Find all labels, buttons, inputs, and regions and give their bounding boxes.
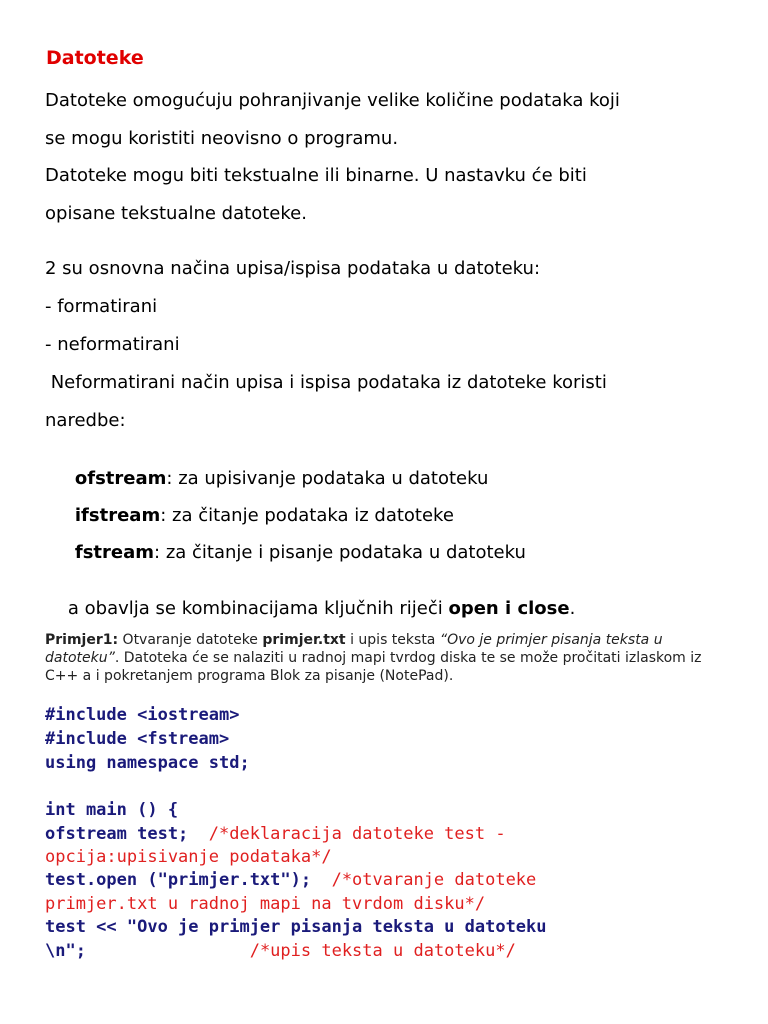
example-text-3: . Datoteka će se nalaziti u radnoj mapi tvrdog diska te se može pročitati izlaskom iz C++ a i pokretanjem programa Blok za pisanje (NotePad).	[45, 650, 702, 684]
stream-name: ofstream	[74, 468, 167, 489]
code-line	[45, 847, 332, 867]
stream-fstream	[52, 521, 526, 584]
code-comment: opcija:upisivanje podataka*/	[45, 847, 332, 867]
intro-line-3: Datoteke mogu biti tekstualne ili binarne. U nastavku će biti	[45, 165, 587, 186]
page-title: Datoteke	[46, 47, 144, 69]
example-quote: “Ovo je primjer pisanja teksta u datoteku”	[45, 632, 663, 666]
code-comment: /*deklaracija datoteke test -	[188, 824, 506, 844]
method-item-formatted: - formatirani	[45, 296, 158, 317]
stream-name: ifstream	[74, 505, 161, 526]
example-text-1: Otvaranje datoteke	[118, 632, 263, 648]
summary-end: .	[569, 598, 576, 619]
method-item-unformatted: - neformatirani	[45, 334, 180, 355]
example-label: Primjer1:	[45, 632, 119, 648]
code-comment: /*upis teksta u datoteku*/	[85, 941, 516, 961]
code-line	[45, 917, 547, 937]
summary-keywords: open i close	[448, 598, 570, 619]
intro-line-1: Datoteke omogućuju pohranjivanje velike količine podataka koji	[45, 90, 620, 111]
code-line	[45, 800, 178, 820]
example-text-2: i upis teksta	[345, 632, 440, 648]
methods-heading: 2 su osnovna načina upisa/ispisa podataka u datoteku:	[45, 258, 541, 279]
stream-desc: : za čitanje podataka iz datoteke	[160, 505, 454, 526]
intro-line-4: opisane tekstualne datoteke.	[45, 203, 307, 224]
code-text: int main () {	[45, 800, 179, 820]
code-text: using namespace std;	[45, 753, 250, 773]
code-line	[45, 941, 516, 961]
code-text: ofstream test;	[45, 824, 189, 844]
code-text: #include <fstream>	[45, 729, 230, 749]
code-comment: primjer.txt u radnoj mapi na tvrdom disku*/	[45, 894, 486, 914]
code-text: test << "Ovo je primjer pisanja teksta u datoteku	[45, 917, 547, 937]
intro-line-2: se mogu koristiti neovisno o programu.	[45, 128, 399, 149]
code-line	[45, 753, 250, 773]
example-description	[45, 631, 735, 685]
code-text: \n";	[45, 941, 86, 961]
methods-note-line-2: naredbe:	[45, 410, 126, 431]
code-text: test.open ("primjer.txt");	[45, 870, 312, 890]
stream-desc: : za upisivanje podataka u datoteku	[166, 468, 489, 489]
code-comment: /*otvaranje datoteke	[311, 870, 537, 890]
stream-name: fstream	[74, 542, 155, 563]
code-line	[45, 729, 229, 749]
code-text: #include <iostream>	[45, 705, 240, 725]
code-line	[45, 894, 485, 914]
summary-text: a obavlja se kombinacijama ključnih riječi	[67, 598, 449, 619]
methods-note-line-1: Neformatirani način upisa i ispisa podataka iz datoteke koristi	[45, 372, 607, 393]
example-filename: primjer.txt	[262, 632, 346, 648]
code-line	[45, 870, 536, 890]
stream-desc: : za čitanje i pisanje podataka u datoteku	[154, 542, 526, 563]
code-line	[45, 705, 239, 725]
code-line	[45, 824, 506, 844]
